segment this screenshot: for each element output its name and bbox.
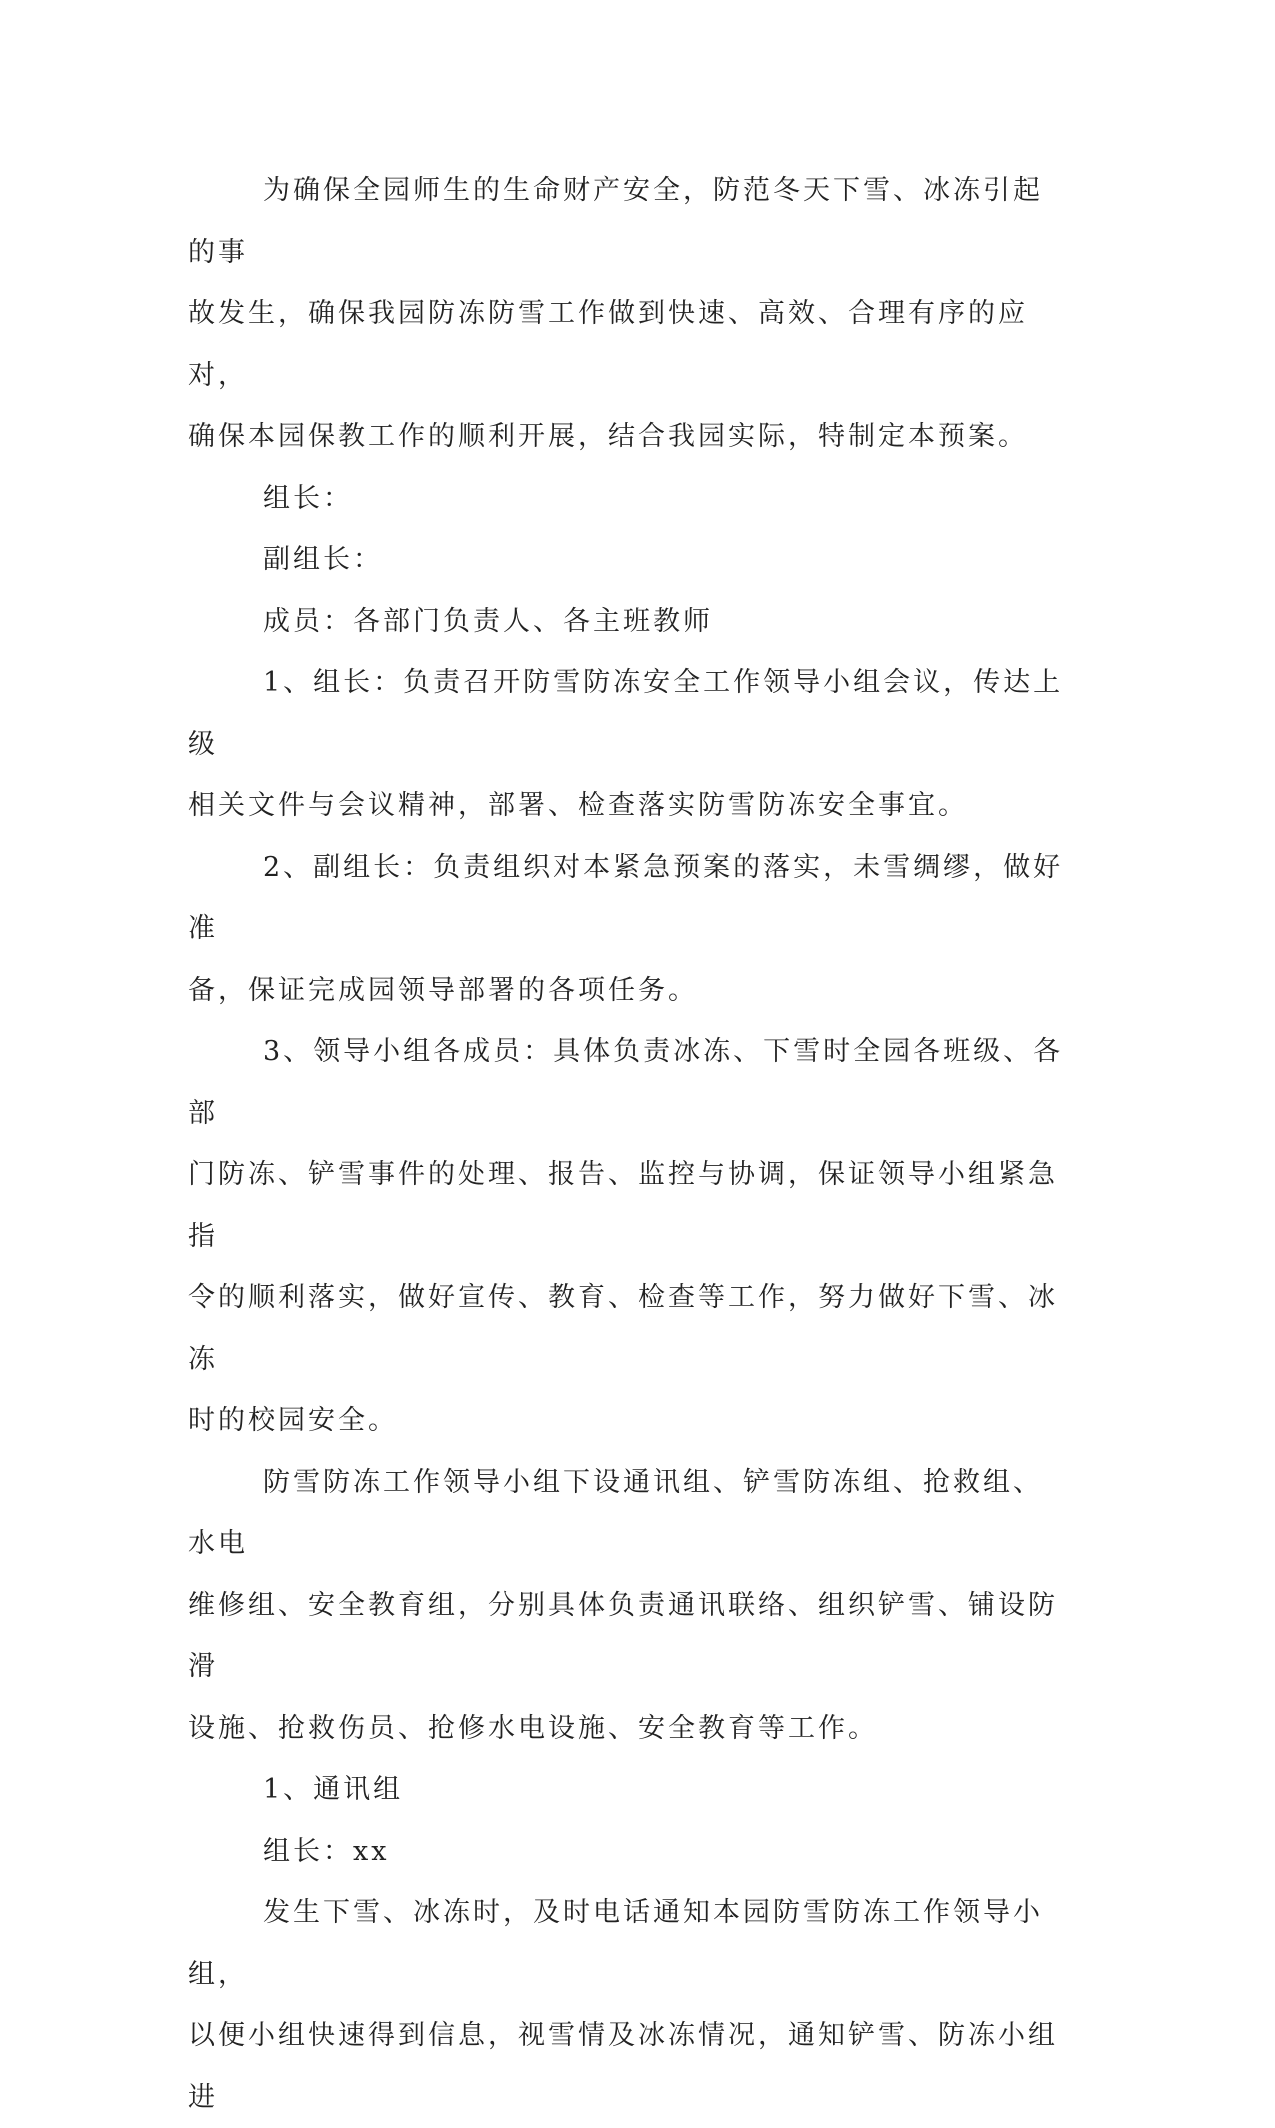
document-body bbox=[188, 160, 1068, 2128]
paragraph-leader: 组长： bbox=[263, 482, 353, 514]
paragraph-duty-3: 3、领导小组各成员：具体负责冰冻、下雪时全园各班级、各部 门防冻、铲雪事件的处理、报告、监控与协调，保证领导小组紧急指 令的顺利落实，做好宣传、教育、检查等工作，努力做好下雪、冰冻 时的校园安全。 bbox=[188, 1036, 1064, 1436]
paragraph-subgroups: 防雪防冻工作领导小组下设通讯组、铲雪防冻组、抢救组、水电 维修组、安全教育组，分别具体负责通讯联络、组织铲雪、铺设防滑 设施、抢救伤员、抢修水电设施、安全教育等工作。 bbox=[188, 1466, 1058, 1744]
paragraph-group-1-duty: 发生下雪、冰冻时，及时电话通知本园防雪防冻工作领导小组， 以便小组快速得到信息，视雪情及冰冻情况，通知铲雪、防冻小组进 bbox=[188, 1897, 1058, 2113]
paragraph-members: 成员：各部门负责人、各主班教师 bbox=[263, 605, 713, 637]
paragraph-deputy-leader: 副组长： bbox=[263, 544, 383, 575]
paragraph-group-1-leader: 组长：xx bbox=[263, 1835, 390, 1867]
paragraph-duty-1: 1、组长：负责召开防雪防冻安全工作领导小组会议，传达上级 相关文件与会议精神，部署、检查落实防雪防冻安全事宜。 bbox=[188, 667, 1064, 821]
paragraph-intro: 为确保全园师生的生命财产安全，防范冬天下雪、冰冻引起的事 故发生，确保我园防冻防雪工作做到快速、高效、合理有序的应对， 确保本园保教工作的顺利开展，结合我园实际，特制定本预案。 bbox=[188, 175, 1043, 452]
paragraph-group-1-title: 1、通讯组 bbox=[263, 1774, 404, 1805]
paragraph-duty-2: 2、副组长：负责组织对本紧急预案的落实，未雪绸缪，做好准 备，保证完成园领导部署的各项任务。 bbox=[188, 851, 1064, 1006]
